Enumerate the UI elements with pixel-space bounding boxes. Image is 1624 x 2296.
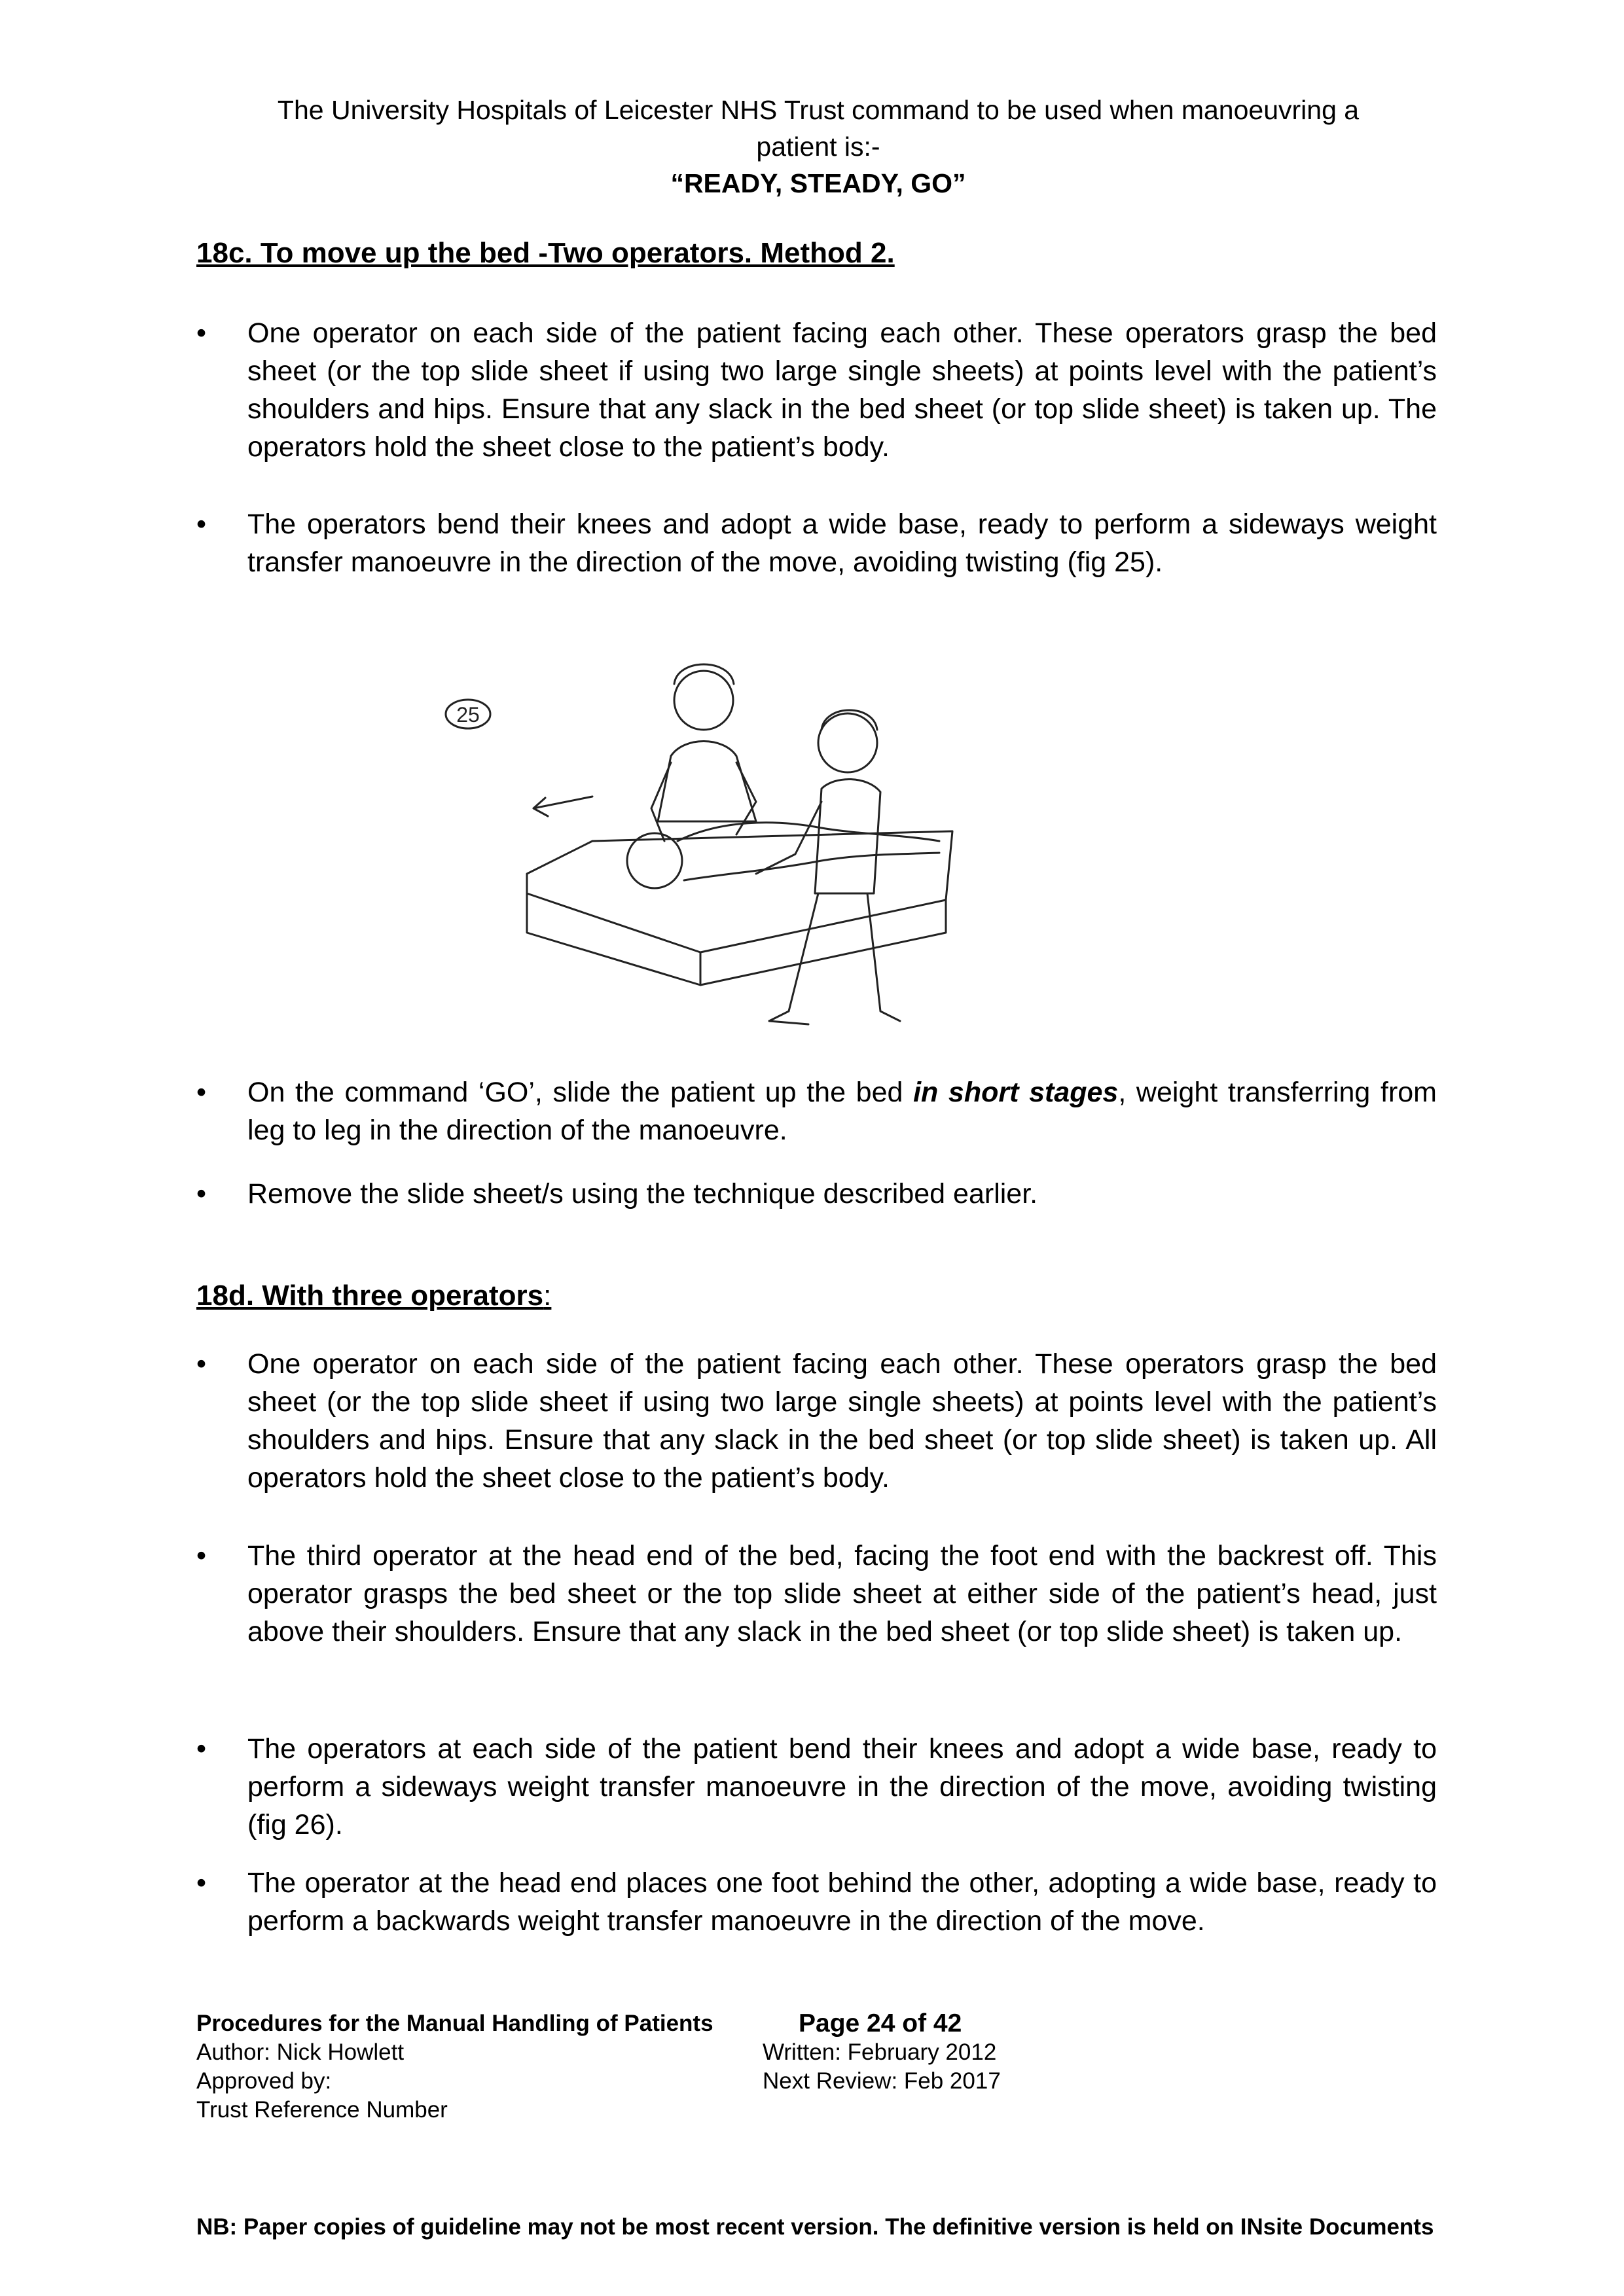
header-line-2: patient is:- — [756, 132, 880, 162]
footer-author: Author: Nick Howlett — [196, 2039, 405, 2065]
bullet-symbol: • — [196, 1733, 207, 1765]
list-item — [196, 1175, 1437, 1213]
nurse-leg — [769, 893, 818, 1024]
nurse-body — [658, 742, 756, 822]
list-item — [196, 505, 1437, 581]
bullet-text-part: On the command ‘GO’, slide the patient up the bed — [247, 1077, 914, 1108]
section-title-colon: : — [543, 1280, 552, 1312]
figure-25-illustration — [429, 645, 1077, 1054]
bed-side — [527, 893, 946, 985]
nurse-head — [674, 671, 733, 730]
nurse-body — [815, 780, 880, 893]
footer-written: Written: February 2012 — [763, 2039, 997, 2065]
footer-doc-title: Procedures for the Manual Handling of Patients — [196, 2011, 713, 2036]
bullet-symbol: • — [196, 317, 207, 349]
bullet-symbol: • — [196, 1178, 207, 1210]
list-item — [196, 1073, 1437, 1149]
direction-arrow-icon — [533, 797, 592, 808]
footer-nb-notice: NB: Paper copies of guideline may not be most recent version. The definitive version is held on INsite Documents — [196, 2214, 1434, 2240]
footer-approved: Approved by: — [196, 2068, 332, 2094]
section-title-text: 18d. With three operators — [196, 1280, 544, 1312]
page-header — [196, 92, 1440, 202]
bullet-text: The operator at the head end places one foot behind the other, adopting a wide base, ready to perform a backwards weight transfer manoeuvre in the direction of the move. — [247, 1867, 1437, 1937]
figure-label: 25 — [456, 703, 480, 726]
section-title-18d — [196, 1280, 551, 1312]
bullet-text: The operators bend their knees and adopt a wide base, ready to perform a sideways weight transfer manoeuvre in the direction of the move, avoiding twisting (fig 25). — [247, 509, 1437, 578]
patient-head — [627, 833, 682, 888]
section-title-18c: 18c. To move up the bed -Two operators. Method 2. — [196, 237, 895, 269]
bullet-text: The operators at each side of the patient bend their knees and adopt a wide base, ready to perform a sideways weight transfer manoeuvre in the direction of the move, avoiding twisting (fig 26). — [247, 1733, 1437, 1840]
bullet-symbol: • — [196, 509, 207, 540]
list-item — [196, 1730, 1437, 1844]
bullet-symbol: • — [196, 1867, 207, 1899]
header-command: “READY, STEADY, GO” — [670, 168, 966, 198]
bullet-text — [247, 1073, 1437, 1149]
bullet-text: One operator on each side of the patient facing each other. These operators grasp the bed sheet (or the top slide sheet if using two large single sheets) at points level with the patient’s shoulders and hips. Ensure that any slack in the bed sheet (or top slide sheet) is taken up. The operators hold the sheet close to the patient’s body. — [247, 317, 1437, 463]
bullet-text: Remove the slide sheet/s using the technique described earlier. — [247, 1178, 1038, 1210]
bullet-symbol: • — [196, 1540, 207, 1571]
bullet-symbol: • — [196, 1348, 207, 1380]
footer-trust-reference: Trust Reference Number — [196, 2097, 448, 2123]
list-item — [196, 1345, 1437, 1497]
page-footer — [196, 2009, 1440, 2125]
bullet-text: One operator on each side of the patient facing each other. These operators grasp the bed sheet (or the top slide sheet if using two large single sheets) at points level with the patient’s shoulders and hips. Ensure that any slack in the bed sheet (or top slide sheet) is taken up. All operators hold the sheet close to the patient’s body. — [247, 1348, 1437, 1494]
page-number: Page 24 of 42 — [799, 2009, 962, 2037]
bullet-symbol: • — [196, 1077, 207, 1108]
bullet-text: The third operator at the head end of the bed, facing the foot end with the backrest off. This operator grasps the bed sheet or the top slide sheet at either side of the patient’s head, just above their shoulders. Ensure that any slack in the bed sheet (or top slide sheet) is taken up. — [247, 1540, 1437, 1647]
list-item — [196, 314, 1437, 466]
bullet-text-part: , weight transferring from leg to leg in the direction of the manoeuvre. — [247, 1077, 1437, 1146]
list-item — [196, 1864, 1437, 1940]
list-item — [196, 1537, 1437, 1651]
footer-next-review: Next Review: Feb 2017 — [763, 2068, 1001, 2094]
header-line-1: The University Hospitals of Leicester NHS Trust command to be used when manoeuvring a — [277, 95, 1360, 125]
emphasis-text: in short stages — [913, 1077, 1119, 1108]
nurse-head — [818, 713, 877, 772]
patient-body — [684, 853, 939, 880]
bed-mattress — [527, 831, 952, 952]
